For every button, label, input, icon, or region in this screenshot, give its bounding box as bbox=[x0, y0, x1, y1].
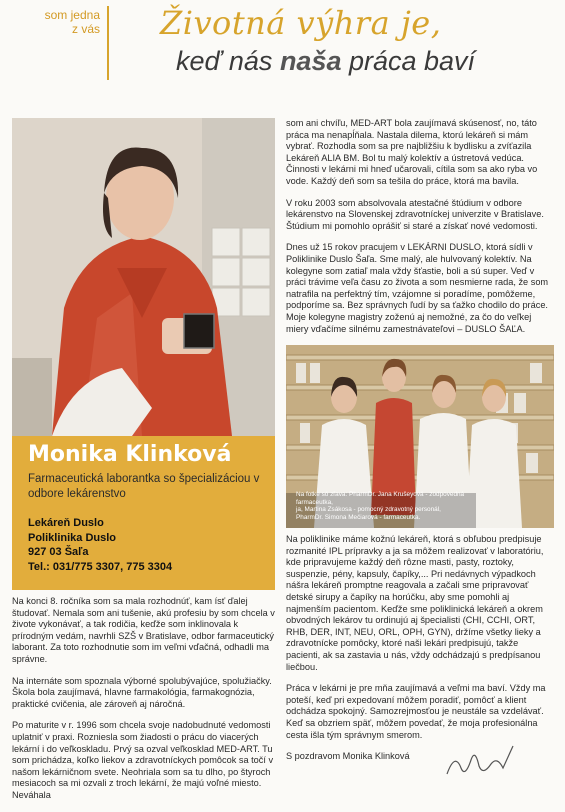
headline-part-a: keď nás bbox=[176, 46, 280, 76]
right-column-text-top bbox=[286, 118, 554, 345]
paragraph: Na internáte som spoznala výborné spolubývajúce, spolužiačky. Škola bola zaujímavá, hlavne farmakológia, farmakognózia, praktické cvičenia, ale zároveň aj náročná. bbox=[12, 675, 272, 709]
paragraph: S pozdravom Monika Klinková bbox=[286, 751, 410, 762]
paragraph: Na poliklinike máme kožnú lekáreň, ktorá s obľubou predpisuje rozmanité IPL prípravky a ja sa môžem realizovať v laboratóriu, kde pripravujeme každý deň rôzne masti, pasty, roztoky, suspenzie, pény, kapsuly, čapíky,... Pri nedávnych výpadkoch nášra lekáreň promptne reagovala a začali sme pripravovať detské sirupy a čapíky na horúčku, aby sme pomohli aj najmenším pacientom. Keďže sme poliklinická lekáreň a okrem obvodných lekárov tu ordinujú aj špecialisti (CHI, CCHI, ORT, RHB, DER, INT, NEU, ORL, OPH, GYN), držíme všetky lieky a zdravotnícke pomôcky, ktoré naši lekári predpisujú, takže pacienti, ak sa zastavia u nás, vždy odchádzajú s predpísanou liečbou. bbox=[286, 534, 544, 672]
workplace-address bbox=[28, 516, 172, 574]
headline-line-1: Životná výhra je, bbox=[160, 4, 442, 42]
headline-part-b: naša bbox=[279, 46, 342, 76]
paragraph: Na konci 8. ročníka som sa mala rozhodnúť, kam ísť ďalej študovať. Nemala som ani tušenie, akú profesiu by som chcela v živote vykonávať, a tak rodičia, keďže som inklinovala k prírodným vedám, navrhli SZŠ v Bratislave, odbor farmaceutický laborant. Za toto rozhodnutie som im veľmi vďačná, odhadli ma správne. bbox=[12, 596, 275, 664]
kicker-divider bbox=[107, 6, 109, 80]
workplace-line-3: 927 03 Šaľa bbox=[28, 546, 89, 558]
headline-part-c: práca baví bbox=[341, 46, 476, 76]
profile-card bbox=[12, 436, 275, 590]
workplace-line-1: Lekáreň Duslo bbox=[28, 517, 104, 529]
caption-line-3: PharmDr. Simona Mečiarová - farmaceutka. bbox=[296, 514, 421, 522]
left-column-text bbox=[12, 596, 278, 812]
paragraph: V roku 2003 som absolvovala atestačné štúdium v odbore lekárenstvo na Slovenskej zdravotníckej univerzite v Bratislave. Štúdium mi pomohlo oprášiť si staré a získať nové vedomosti. bbox=[286, 197, 544, 231]
section-kicker bbox=[38, 8, 100, 36]
team-photo-caption bbox=[296, 491, 471, 522]
kicker-line-2: z vás bbox=[71, 22, 100, 36]
profile-name: Monika Klinková bbox=[28, 442, 232, 467]
caption-line-2: ja, Martina Zsákosa - pomocný zdravotný personál, bbox=[296, 506, 441, 514]
paragraph: Dnes už 15 rokov pracujem v LEKÁRNI DUSLO, ktorá sídli v Poliklinike Duslo Šaľa. Sme malý, ale hulvovaný kolektív. Na kolegyne som zatiaľ mala vždy šťastie, boli a sú super. Veď v práci trávime veľa času zo života a som nesmierne rada, že som natrafila na perfektný tím, vzájomne si poradíme, pomôžeme, podporíme sa. Bez správnych ľudí by sa ťažko chodilo do práce. Moje kolegyne magistry zoženú aj nemožné, za čo do veľkej miery vďačíme silnému zamestnávateľovi – DUSLO ŠAĽA. bbox=[286, 242, 549, 334]
workplace-line-2: Poliklinika Duslo bbox=[28, 531, 117, 544]
portrait-photo bbox=[12, 118, 275, 436]
headline-line-2 bbox=[176, 46, 475, 77]
workplace-line-4: Tel.: 031/775 3307, 775 3304 bbox=[28, 560, 173, 573]
kicker-line-1: som jedna bbox=[44, 8, 100, 22]
paragraph: Po maturite v r. 1996 som chcela svoje nadobudnuté vedomosti uplatniť v praxi. Rozniesla som žiadosti o prácu do viacerých lekární i do veľkoskladu. Prvý sa ozval veľkosklad MED-ART. Tu som prichádza, koľko liekov a zdravotníckych pomôcok sa točí v našom lekárničnom svete. Neohriala som sa tu dlho, po štyroch mesiacoch sa mi ozvali z troch lekární, že majú voľné miesto. Neváhala bbox=[12, 720, 274, 800]
paragraph: Práca v lekárni je pre mňa zaujímavá a veľmi ma baví. Vždy ma poteší, keď pri expedovaní môžem poradiť, pomôcť a klient odchádza spokojný. Samozrejmosťou je neustále sa vzdelávať. Keď sa obzriem späť, môžem povedať, že moja profesionálna cesta išla tým správnym smerom. bbox=[286, 683, 546, 740]
profile-role: Farmaceutická laborantka so špecializáciou v odbore lekárenstvo bbox=[28, 473, 260, 500]
handwritten-signature bbox=[441, 734, 521, 784]
team-photo bbox=[286, 345, 554, 528]
paragraph: som ani chvíľu, MED-ART bola zaujímavá skúsenosť, no, táto práca ma nenapĺňala. Nastala dilema, ktorú lekáreň si mám vybrať. Rozhodla som sa pre najbližšiu k bydlisku a zvíťazila Lekáreň ALIA BM. Bol tu malý kolektív a ústretová vedúca. Činnosti v lekárni mi hneď učarovali, cítila som sa ako ryba vo vode. Každý deň som sa tešila do práce, ktorá ma bavila. bbox=[286, 118, 538, 186]
caption-line-1: Na fotke só zľava: PharmDr. Jana Krušeyová - zodpovedná farmaceutka, bbox=[296, 490, 465, 506]
